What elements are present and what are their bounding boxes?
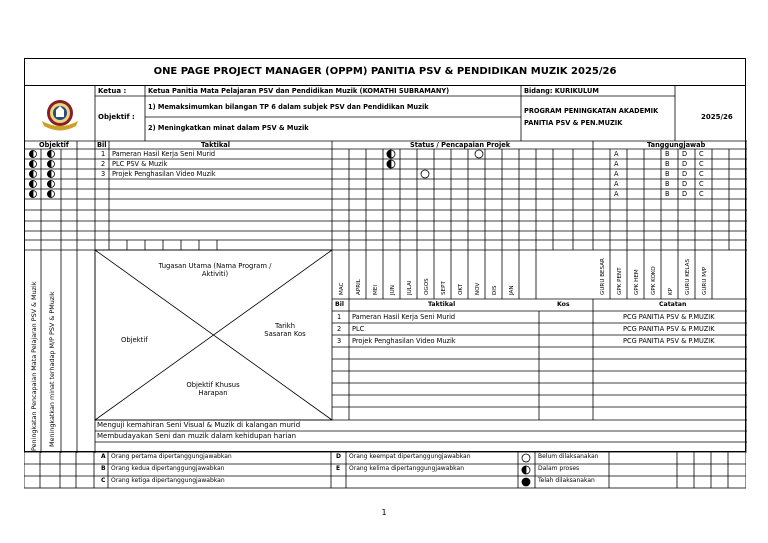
vertical-labels <box>25 59 747 453</box>
lower-taktikal: Projek Penghasilan Video Muzik <box>352 337 456 345</box>
lower-catatan: PCG PANITIA PSV & P.MUZIK <box>623 337 715 345</box>
tactic-bil: 3 <box>101 170 106 178</box>
summary-line: Menguji kemahiran Seni Visual & Muzik di kalangan murid <box>97 421 301 429</box>
resp-d: D <box>682 180 688 188</box>
lower-bil: 1 <box>337 313 342 321</box>
resp-c: C <box>699 150 704 158</box>
ketua-label: Ketua : <box>98 87 127 95</box>
role-label: GPK KOKO <box>651 266 657 295</box>
lower-bil-header: Bil <box>335 301 344 308</box>
objective-2: 2) Meningkatkan minat dalam PSV & Muzik <box>148 124 309 132</box>
taktikal-header: Taktikal <box>201 141 230 149</box>
lower-taktikal: Pameran Hasil Kerja Seni Murid <box>352 313 456 321</box>
lower-bil: 2 <box>337 325 342 333</box>
legend-status-1: Belum dilaksanakan <box>538 453 599 460</box>
legend-key-c: C <box>101 477 106 484</box>
tactic-name: Projek Penghasilan Video Muzik <box>112 170 216 178</box>
page-title: ONE PAGE PROJECT MANAGER (OPPM) PANITIA PSV & PENDIDIKAN MUZIK 2025/26 <box>25 59 745 86</box>
vertical-label-inner: Meningkatkan minat terhadap M/P PSV & PMuzik <box>48 291 56 447</box>
legend-key-b: B <box>101 465 106 472</box>
tactic-bil: 2 <box>101 160 106 168</box>
resp-c: C <box>699 180 704 188</box>
legend-text-e: Orang kelima dipertanggungjawabkan <box>349 465 464 472</box>
vertical-label-outer: Peningkatan Pencapaian Mata Pelajaran PSV & Muzik <box>30 281 38 451</box>
month-label: NOV <box>475 282 481 295</box>
legend-key-d: D <box>336 453 341 460</box>
resp-a: A <box>614 170 619 178</box>
legend-key-a: A <box>101 453 106 460</box>
month-label: OKT <box>458 283 464 295</box>
role-label: GPK PENT <box>617 267 623 295</box>
x-diagram-left: Objektif <box>121 336 148 344</box>
legend-status-3: Telah dilaksanakan <box>538 477 595 484</box>
lower-catatan: PCG PANITIA PSV & P.MUZIK <box>623 325 715 333</box>
resp-a: A <box>614 180 619 188</box>
resp-b: B <box>665 150 670 158</box>
bil-header: Bil <box>97 141 107 149</box>
resp-d: D <box>682 190 688 198</box>
resp-a: A <box>614 160 619 168</box>
program-line-2: PANITIA PSV & PEN.MUZIK <box>524 119 623 127</box>
role-label: GURU M/P <box>702 266 708 295</box>
role-label: KP <box>668 287 674 295</box>
resp-d: D <box>682 160 688 168</box>
resp-c: C <box>699 190 704 198</box>
summary-line: Membudayakan Seni dan muzik dalam kehidupan harian <box>97 432 297 440</box>
month-label: MAC <box>339 282 345 295</box>
lower-taktikal: PLC <box>352 325 365 333</box>
tactic-bil: 1 <box>101 150 106 158</box>
tactic-name: Pameran Hasil Kerja Seni Murid <box>112 150 216 158</box>
x-diagram-right: Tarikh Sasaran Kos <box>264 322 306 338</box>
in-progress-legend-icon <box>522 466 530 474</box>
month-label: JAN <box>509 285 515 295</box>
lower-catatan-header: Catatan <box>659 301 687 308</box>
objektif-label: Objektif : <box>98 113 135 121</box>
role-label: GPK HEM <box>634 269 640 295</box>
month-label: OGOS <box>424 278 430 295</box>
legend-status-2: Dalam proses <box>538 465 580 472</box>
oppm-sheet <box>24 58 746 452</box>
resp-a: A <box>614 190 619 198</box>
legend-text-d: Orang keempat dipertanggungjawabkan <box>349 453 471 460</box>
resp-b: B <box>665 180 670 188</box>
program-line-1: PROGRAM PENINGKATAN AKADEMIK <box>524 107 659 115</box>
legend-key-e: E <box>336 465 341 472</box>
status-header: Status / Pencapaian Projek <box>410 141 511 149</box>
bidang-label: Bidang: KURIKULUM <box>524 87 599 95</box>
resp-b: B <box>665 160 670 168</box>
legend-text-a: Orang pertama dipertanggungjawabkan <box>111 453 232 460</box>
not-started-legend-icon <box>522 454 530 462</box>
resp-b: B <box>665 170 670 178</box>
resp-d: D <box>682 150 688 158</box>
resp-d: D <box>682 170 688 178</box>
tactic-name: PLC PSV & Muzik <box>112 160 168 168</box>
page-number: 1 <box>381 508 387 517</box>
lower-taktikal-header: Taktikal <box>428 301 456 308</box>
lower-bil: 3 <box>337 337 342 345</box>
lower-kos-header: Kos <box>557 301 570 308</box>
lower-catatan: PCG PANITIA PSV & P.MUZIK <box>623 313 715 321</box>
x-diagram-bottom: Objektif Khusus Harapan <box>186 381 240 397</box>
month-label: JUN <box>390 285 396 295</box>
legend-text-b: Orang kedua dipertanggungjawabkan <box>111 465 225 472</box>
resp-c: C <box>699 160 704 168</box>
month-label: APRIL <box>356 279 362 295</box>
resp-c: C <box>699 170 704 178</box>
year-label: 2025/26 <box>701 113 733 121</box>
role-label: GURU BESAR <box>600 258 606 295</box>
tanggungjawab-header: Tanggungjawab <box>647 141 706 149</box>
objective-1: 1) Memaksimumkan bilangan TP 6 dalam subjek PSV dan Pendidikan Muzik <box>148 103 429 111</box>
legend-text-c: Orang ketiga dipertanggungjawabkan <box>111 477 225 484</box>
resp-a: A <box>614 150 619 158</box>
ketua-value: Ketua Panitia Mata Pelajaran PSV dan Pendidikan Muzik (KOMATHI SUBRAMANY) <box>148 87 450 95</box>
month-label: DIS <box>492 285 498 295</box>
month-label: MEI <box>373 284 379 295</box>
month-label: SEPT <box>441 281 447 295</box>
objektif-header: Objektif <box>39 141 69 149</box>
x-diagram-top: Tugasan Utama (Nama Program / Aktiviti) <box>158 262 272 278</box>
month-label: JULAI <box>407 280 413 295</box>
completed-legend-icon <box>522 478 530 486</box>
resp-b: B <box>665 190 670 198</box>
role-label: GURU KELAS <box>685 258 691 295</box>
